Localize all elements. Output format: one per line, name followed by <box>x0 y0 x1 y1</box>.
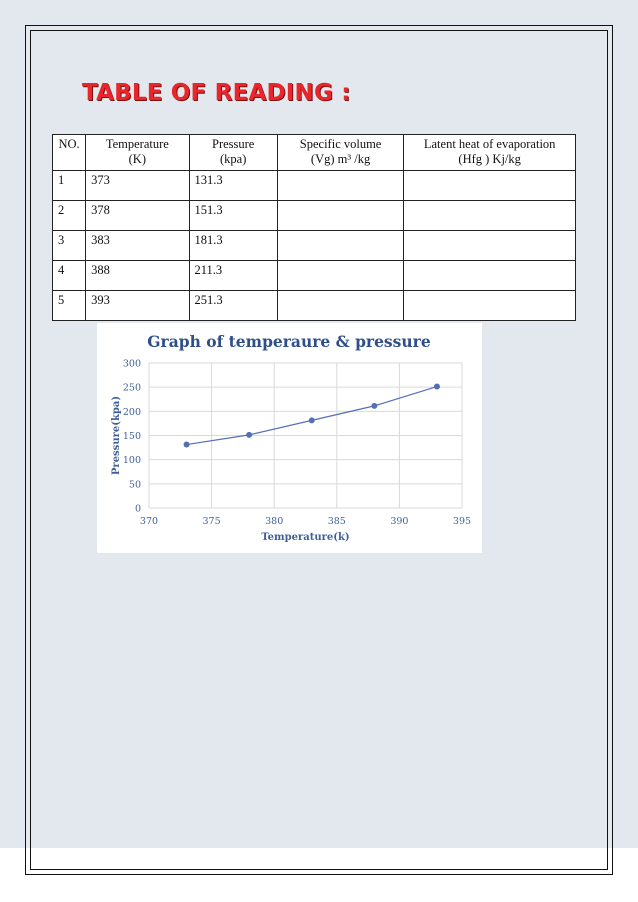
data-point <box>309 417 315 423</box>
table-cell <box>404 231 576 261</box>
table-cell: 378 <box>86 201 189 231</box>
y-tick-label: 200 <box>122 406 141 418</box>
table-cell: 4 <box>53 261 86 291</box>
table-cell <box>277 201 403 231</box>
data-point <box>184 442 190 448</box>
header-latent-heat: Latent heat of evaporation (Hfg ) Kj/kg <box>404 135 576 171</box>
data-point <box>246 432 252 438</box>
table-cell <box>277 261 403 291</box>
y-tick-label: 100 <box>122 455 141 467</box>
y-axis-label: Pressure(kpa) <box>111 395 122 476</box>
table-cell <box>277 231 403 261</box>
table-cell: 131.3 <box>189 171 277 201</box>
table-row <box>53 201 576 231</box>
header-pressure: Pressure (kpa) <box>189 135 277 171</box>
x-tick-label: 380 <box>265 516 284 527</box>
y-tick-label: 0 <box>134 503 141 515</box>
chart-container <box>97 323 482 553</box>
data-point <box>434 384 440 390</box>
x-tick-label: 375 <box>202 516 221 527</box>
table-cell <box>404 261 576 291</box>
x-axis-label: Temperature(k) <box>261 532 350 543</box>
y-tick-label: 50 <box>128 479 141 491</box>
table-header-row <box>53 135 576 171</box>
pressure-temperature-chart <box>97 323 482 553</box>
readings-table <box>52 134 576 321</box>
table-cell <box>404 291 576 321</box>
header-temperature: Temperature (K) <box>86 135 189 171</box>
table-cell: 181.3 <box>189 231 277 261</box>
table-cell <box>404 201 576 231</box>
page-title: TABLE OF READING : <box>82 80 351 106</box>
table-cell: 151.3 <box>189 201 277 231</box>
table-cell <box>277 171 403 201</box>
table-row <box>53 231 576 261</box>
table-cell <box>404 171 576 201</box>
x-tick-label: 385 <box>327 516 346 527</box>
table-cell <box>277 291 403 321</box>
table-cell: 383 <box>86 231 189 261</box>
table-cell: 2 <box>53 201 86 231</box>
table-cell: 3 <box>53 231 86 261</box>
table-cell: 388 <box>86 261 189 291</box>
table-cell: 5 <box>53 291 86 321</box>
data-point <box>371 403 377 409</box>
x-tick-label: 395 <box>452 516 472 527</box>
chart-title: Graph of temperaure & pressure <box>147 332 431 351</box>
table-row <box>53 171 576 201</box>
header-no: NO. <box>53 135 86 171</box>
header-specific-volume: Specific volume (Vg) m³ /kg <box>277 135 403 171</box>
table-row <box>53 261 576 291</box>
table-cell: 393 <box>86 291 189 321</box>
x-tick-label: 390 <box>390 516 409 527</box>
y-tick-label: 250 <box>122 382 141 394</box>
table-cell: 1 <box>53 171 86 201</box>
y-tick-label: 150 <box>122 431 141 442</box>
table-row <box>53 291 576 321</box>
table-cell: 211.3 <box>189 261 277 291</box>
table-cell: 251.3 <box>189 291 277 321</box>
y-tick-label: 300 <box>122 358 141 370</box>
x-tick-label: 370 <box>139 516 159 527</box>
table-cell: 373 <box>86 171 189 201</box>
